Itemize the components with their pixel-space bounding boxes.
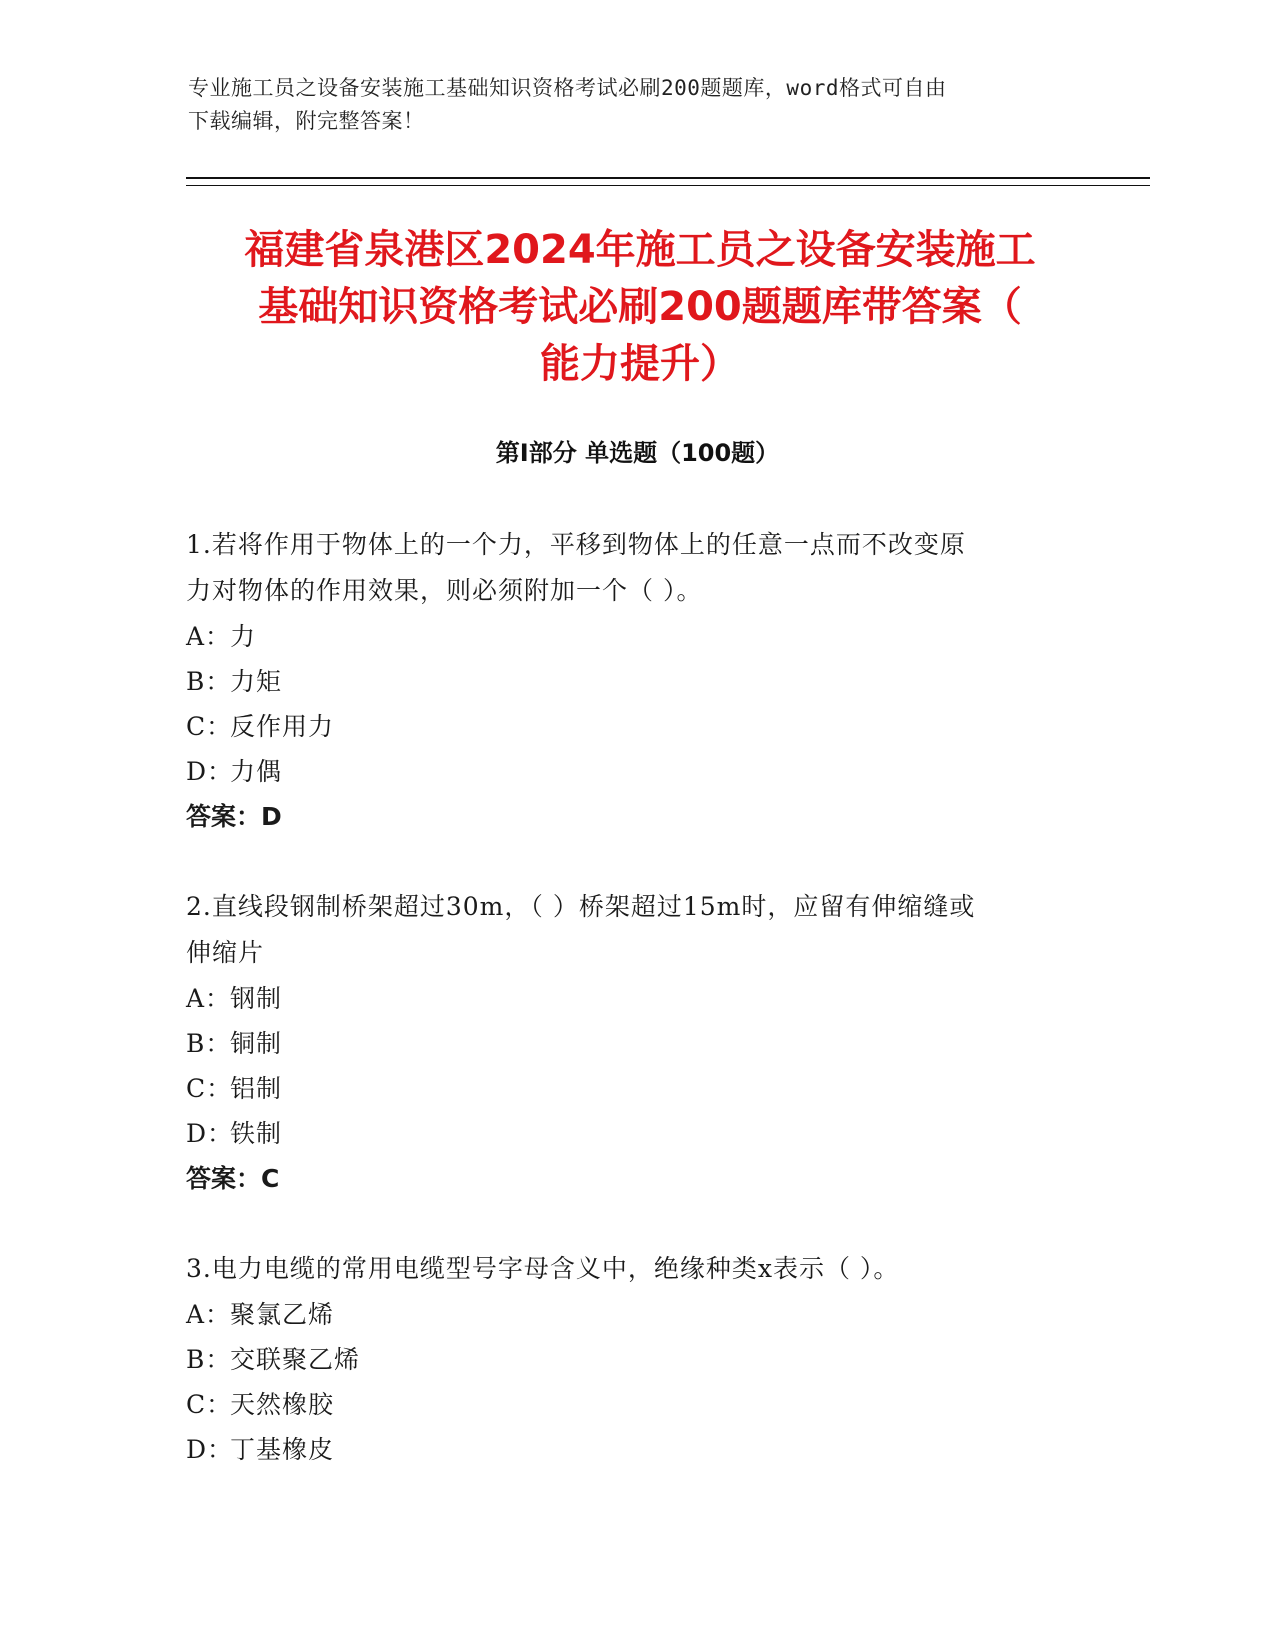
option-key: A： (186, 984, 232, 1013)
question-stem-line-2: 力对物体的作用效果，则必须附加一个（ ）。 (186, 576, 703, 605)
option-text: 钢制 (230, 984, 283, 1013)
option-key: D： (186, 757, 234, 786)
option-text: 力矩 (230, 667, 283, 696)
option-key: A： (186, 622, 232, 651)
header-note-line-2: 下载编辑，附完整答案！ (188, 109, 425, 133)
question-stem-line-1: 1.若将作用于物体上的一个力，平移到物体上的任意一点而不改变原 (186, 530, 966, 559)
question-2 (186, 884, 1066, 1202)
option-b (186, 1337, 1066, 1382)
option-text: 铁制 (230, 1119, 283, 1148)
section-title: 第Ⅰ部分 单选题（100题） (495, 439, 780, 467)
header-divider-thick (186, 177, 1150, 179)
option-key: B： (186, 1029, 232, 1058)
option-a (186, 614, 1066, 659)
option-key: B： (186, 1345, 232, 1374)
option-text: 铜制 (230, 1029, 283, 1058)
option-b (186, 1021, 1066, 1066)
option-d (186, 1427, 1066, 1472)
option-text: 聚氯乙烯 (230, 1300, 335, 1329)
question-stem (186, 1246, 1066, 1292)
document-title-line-1: 福建省泉港区2024年施工员之设备安装施工 (244, 227, 1036, 273)
option-key: C： (186, 712, 233, 741)
header-note-line-1: 专业施工员之设备安装施工基础知识资格考试必刷200题题库，word格式可自由 (188, 76, 947, 100)
answer-label: 答案：C (186, 1164, 280, 1193)
option-key: C： (186, 1390, 233, 1419)
question-stem-line-1: 3.电力电缆的常用电缆型号字母含义中，绝缘种类x表示（ ）。 (186, 1254, 900, 1283)
option-key: C： (186, 1074, 233, 1103)
document-title (170, 222, 1110, 393)
option-text: 丁基橡皮 (230, 1435, 335, 1464)
option-text: 铝制 (230, 1074, 283, 1103)
question-1 (186, 522, 1066, 840)
option-c (186, 1382, 1066, 1427)
option-a (186, 1292, 1066, 1337)
document-title-line-3: 能力提升） (540, 341, 740, 387)
question-stem (186, 522, 1066, 614)
option-text: 反作用力 (230, 712, 335, 741)
option-a (186, 976, 1066, 1021)
header-divider-thin (186, 185, 1150, 186)
option-b (186, 659, 1066, 704)
header-note (188, 72, 1088, 138)
question-stem (186, 884, 1066, 976)
option-d (186, 749, 1066, 794)
document-title-line-2: 基础知识资格考试必刷200题题库带答案（ (258, 284, 1022, 330)
question-stem-line-1: 2.直线段钢制桥架超过30m，（ ）桥架超过15m时，应留有伸缩缝或 (186, 892, 976, 921)
option-text: 力偶 (230, 757, 283, 786)
option-text: 交联聚乙烯 (230, 1345, 361, 1374)
answer-label: 答案：D (186, 802, 282, 831)
option-c (186, 1066, 1066, 1111)
option-key: A： (186, 1300, 232, 1329)
question-3 (186, 1246, 1066, 1472)
option-key: D： (186, 1119, 234, 1148)
option-key: D： (186, 1435, 234, 1464)
question-stem-line-2: 伸缩片 (186, 938, 265, 967)
option-key: B： (186, 667, 232, 696)
option-text: 力 (230, 622, 257, 651)
option-c (186, 704, 1066, 749)
option-text: 天然橡胶 (230, 1390, 335, 1419)
option-d (186, 1111, 1066, 1156)
